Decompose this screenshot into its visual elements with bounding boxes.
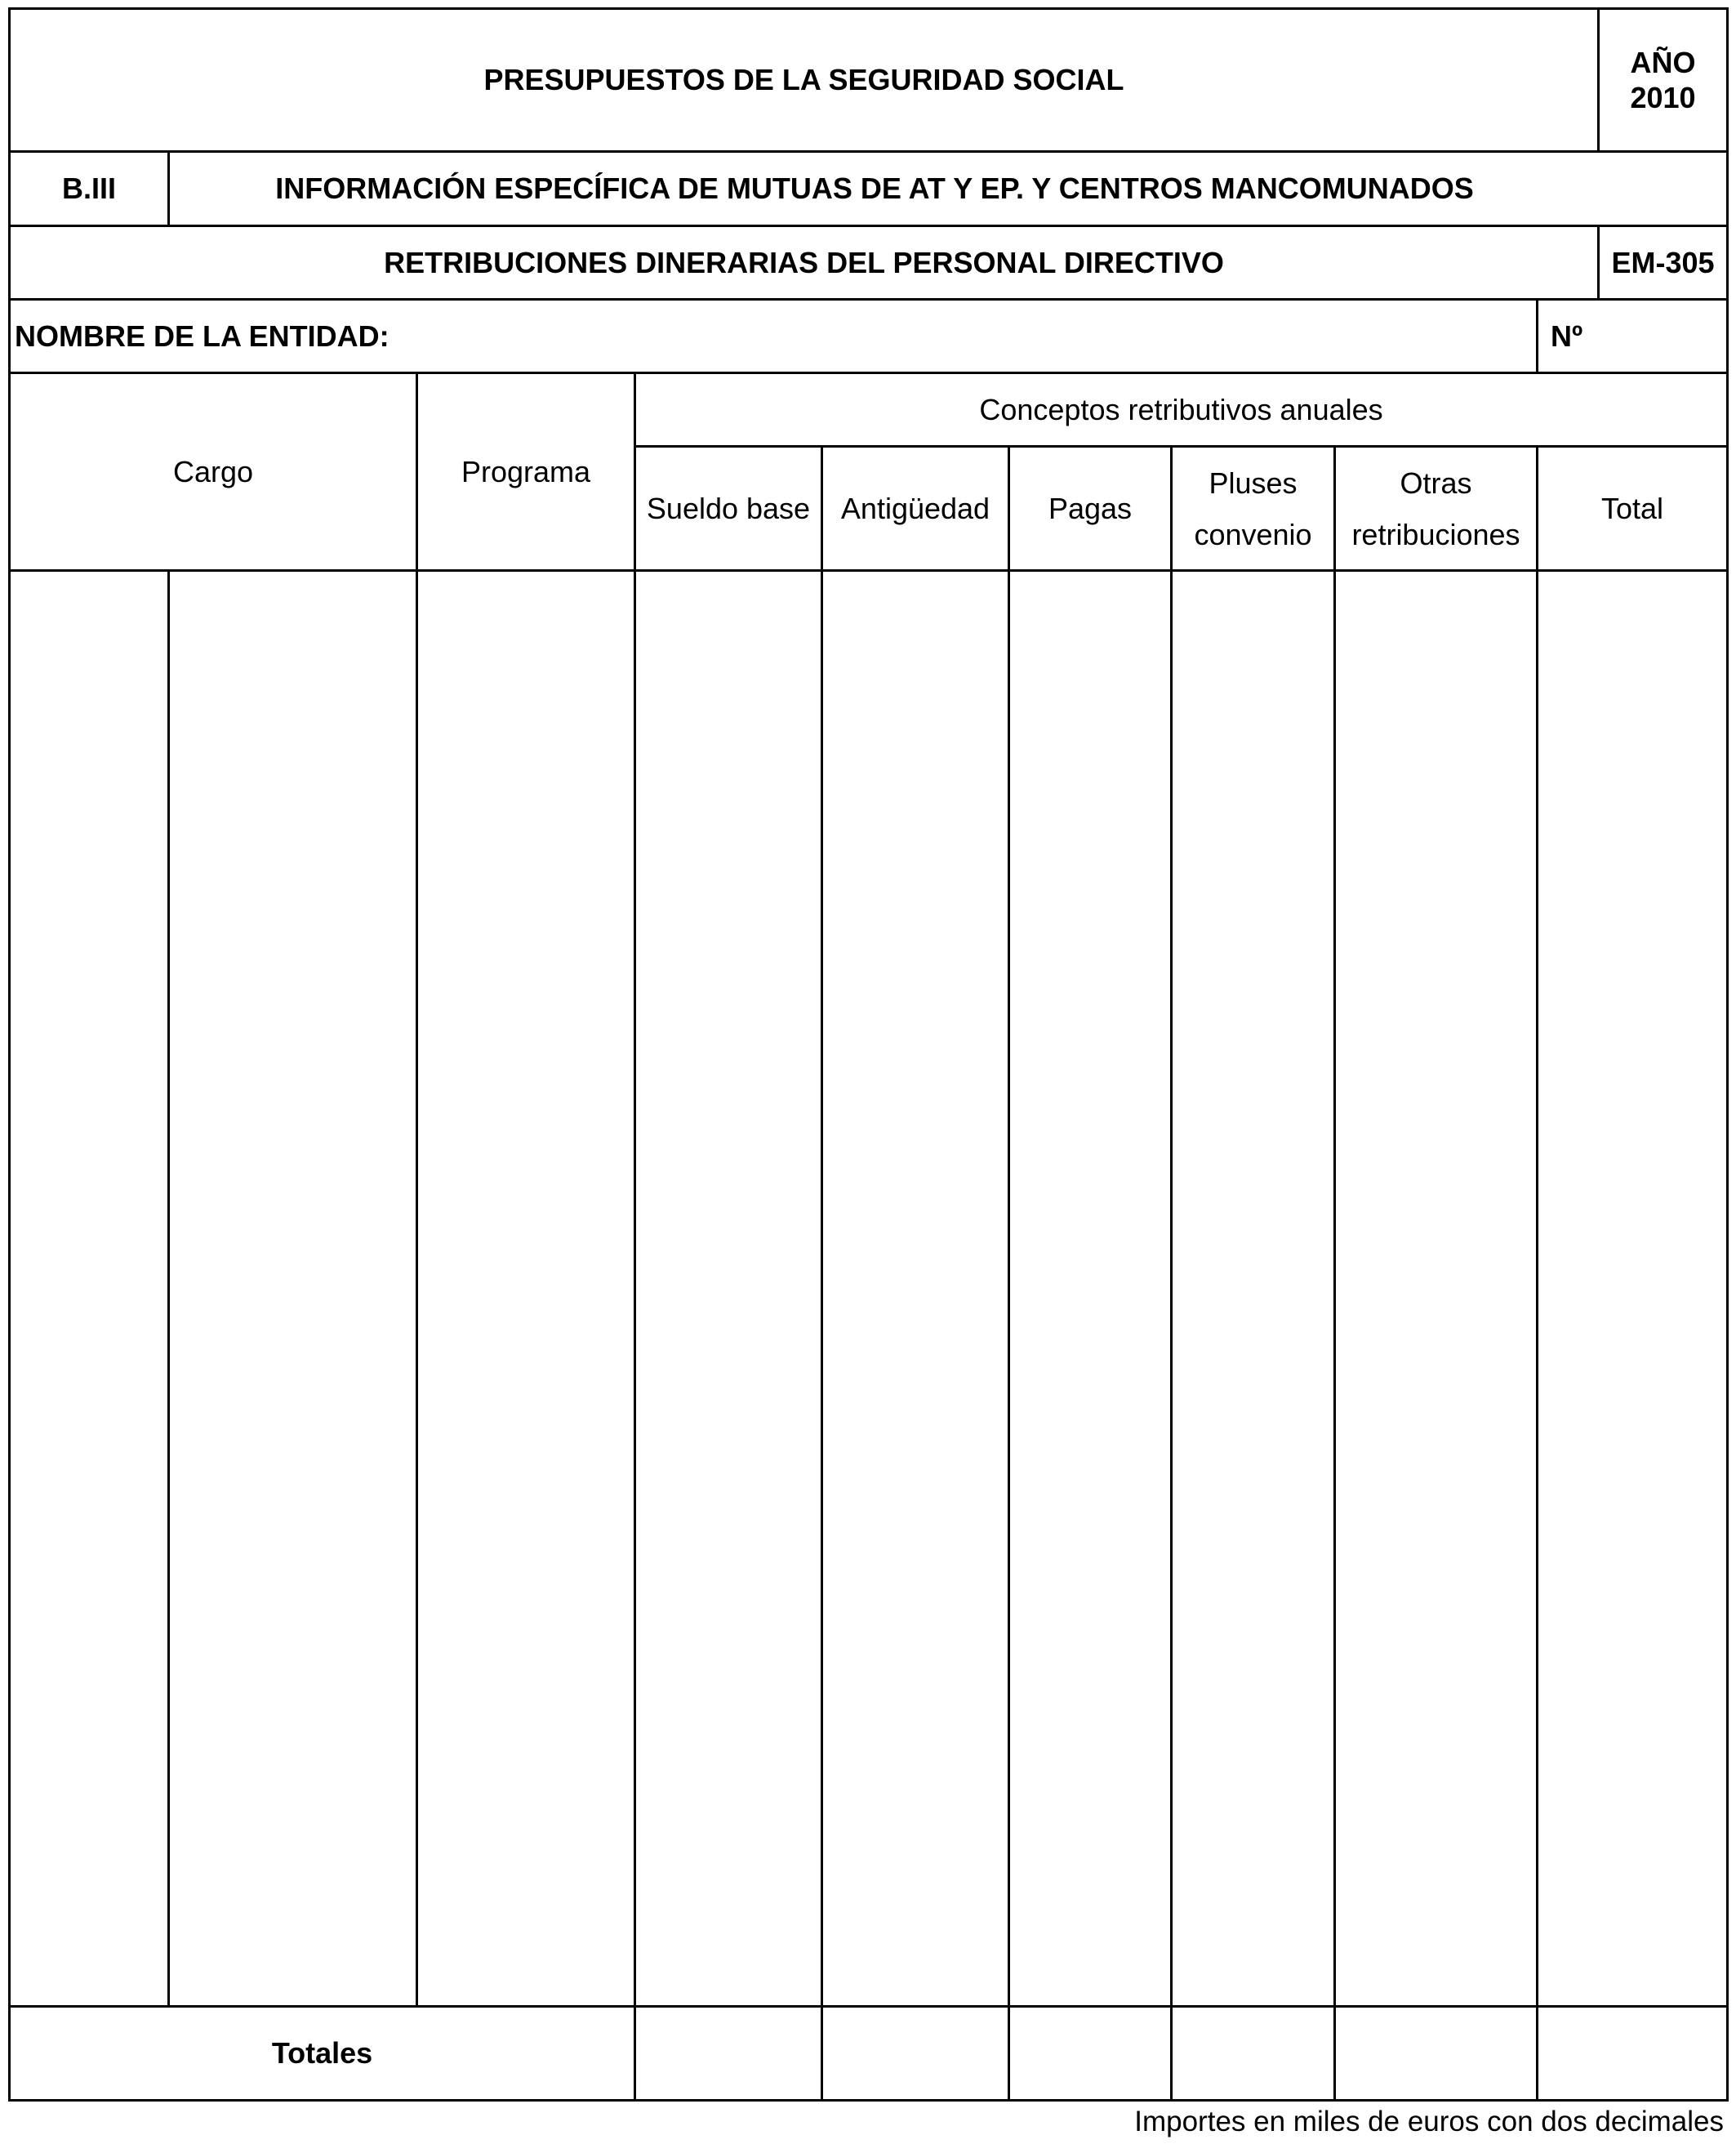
divider-entity-number	[1536, 298, 1538, 374]
table-body-empty	[11, 572, 1726, 2005]
header-pluses-line1: Pluses	[1209, 466, 1298, 500]
header-sueldo-base: Sueldo base	[646, 491, 811, 525]
header-programa: Programa	[461, 454, 591, 488]
report-title: RETRIBUCIONES DINERARIAS DEL PERSONAL DIRECTIVO	[384, 245, 1224, 279]
year-caption: AÑO	[1630, 45, 1696, 79]
report-code: EM-305	[1611, 245, 1715, 279]
section-title: INFORMACIÓN ESPECÍFICA DE MUTUAS DE AT Y EP. Y CENTROS MANCOMUNADOS	[275, 172, 1474, 206]
header-antiguedad: Antigüedad	[840, 491, 990, 525]
totals-label: Totales	[271, 2036, 373, 2070]
header-pluses-line2: convenio	[1194, 517, 1312, 551]
header-total: Total	[1600, 491, 1664, 525]
header-pagas: Pagas	[1048, 491, 1133, 525]
header-otras-line1: Otras	[1400, 466, 1472, 500]
header-otras-retribuciones	[1336, 448, 1536, 569]
year-label	[1600, 10, 1726, 150]
header-cargo: Cargo	[172, 454, 254, 488]
frame-right	[1726, 7, 1729, 2102]
year-value: 2010	[1630, 81, 1696, 114]
footer-note: Importes en miles de euros con dos decimales	[1134, 2105, 1724, 2137]
form-title-header: PRESUPUESTOS DE LA SEGURIDAD SOCIAL	[483, 63, 1124, 97]
header-pluses-convenio	[1173, 448, 1333, 569]
header-otras-line2: retribuciones	[1351, 517, 1520, 551]
header-conceptos-group: Conceptos retributivos anuales	[979, 392, 1383, 426]
entity-name-label: NOMBRE DE LA ENTIDAD:	[15, 319, 389, 353]
entity-number-label: Nº	[1551, 319, 1583, 353]
section-code: B.III	[61, 172, 116, 206]
